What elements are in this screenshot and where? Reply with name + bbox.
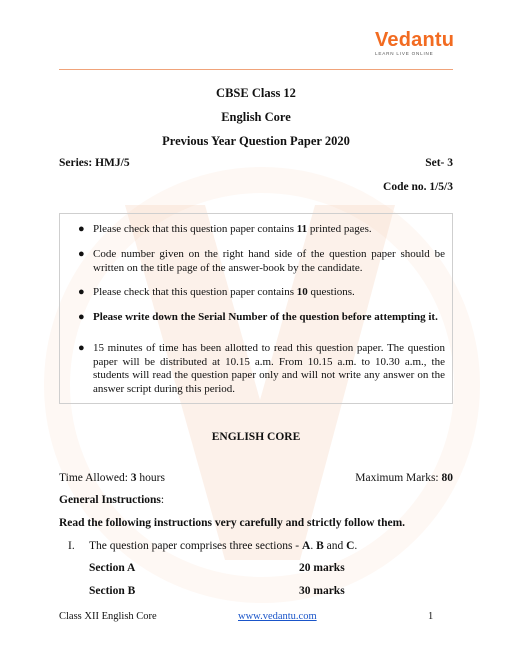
title-subject: English Core bbox=[221, 110, 291, 124]
general-instructions-heading: General Instructions: bbox=[59, 494, 165, 506]
bullet-icon: ● bbox=[78, 311, 85, 323]
bullet-icon: ● bbox=[78, 223, 85, 235]
notice-item-3: Please check that this question paper contains 10 questions. bbox=[93, 286, 355, 298]
bullet-icon: ● bbox=[78, 248, 85, 260]
notice-item-2: Code number given on the right hand side of the question paper should be written on the title page of the answer-book by the candidate. bbox=[93, 248, 445, 274]
read-instruction: Read the following instructions very carefully and strictly follow them. bbox=[59, 517, 406, 529]
footer-link[interactable]: www.vedantu.com bbox=[238, 611, 317, 622]
notice-item-4: Please write down the Serial Number of the question before attempting it. bbox=[93, 311, 438, 323]
footer-class: Class XII English Core bbox=[59, 611, 157, 622]
maximum-marks: Maximum Marks: 80 bbox=[355, 472, 453, 484]
title-paper: Previous Year Question Paper 2020 bbox=[162, 134, 350, 148]
time-allowed: Time Allowed: 3 hours bbox=[59, 472, 165, 484]
section-a-marks: 20 marks bbox=[299, 562, 345, 574]
section-a-name: Section A bbox=[89, 562, 136, 574]
time-marks-row bbox=[59, 472, 453, 484]
logo-wordmark: Vedantu bbox=[375, 29, 455, 51]
page-number: 1 bbox=[428, 611, 434, 622]
code-label: Code no. 1/5/3 bbox=[383, 181, 453, 193]
logo-tagline: LEARN LIVE ONLINE bbox=[375, 51, 434, 56]
series-label: Series: HMJ/5 bbox=[59, 157, 130, 169]
section-b-marks: 30 marks bbox=[299, 585, 345, 597]
vedantu-logo bbox=[375, 30, 453, 56]
instruction-item-1: I. The question paper comprises three sections - A. B and C. bbox=[68, 540, 358, 552]
bullet-icon: ● bbox=[78, 286, 85, 298]
series-set-row bbox=[59, 157, 453, 169]
notice-item-5: 15 minutes of time has been allotted to read this question paper. The question paper will be distributed at 10.15 a.m. From 10.15 a.m. to 10.30 a.m., the students will read the question paper only and will not write any answer on the answer script during this period. bbox=[93, 342, 445, 395]
subject-heading: ENGLISH CORE bbox=[211, 431, 301, 443]
title-class: CBSE Class 12 bbox=[216, 86, 296, 100]
header-divider bbox=[59, 69, 453, 70]
set-label: Set- 3 bbox=[425, 157, 453, 169]
section-b-name: Section B bbox=[89, 585, 136, 597]
bullet-icon: ● bbox=[78, 342, 85, 354]
item-numeral: I. bbox=[68, 540, 75, 552]
notice-item-1: Please check that this question paper contains 11 printed pages. bbox=[93, 223, 372, 235]
